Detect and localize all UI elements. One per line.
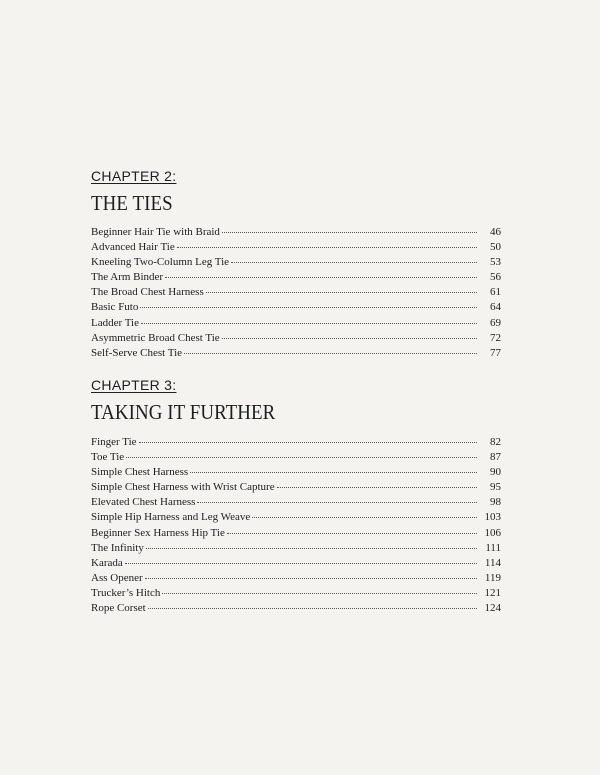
entry-page-number: 103 <box>484 511 501 524</box>
toc-entry[interactable] <box>91 346 501 361</box>
entry-title: Trucker’s Hitch <box>91 586 161 599</box>
chapter-title: THE TIES <box>91 191 173 215</box>
entry-page-number: 50 <box>490 241 501 254</box>
dot-leader <box>184 352 477 354</box>
entry-title: Asymmetric Broad Chest Tie <box>91 331 220 344</box>
entry-page-number: 90 <box>490 466 501 479</box>
toc-entry[interactable] <box>91 300 501 315</box>
entry-title: Elevated Chest Harness <box>91 496 196 509</box>
dot-leader <box>227 532 477 534</box>
dot-leader <box>206 291 477 293</box>
dot-leader <box>125 562 477 564</box>
toc-entry[interactable] <box>91 541 501 556</box>
toc-entry[interactable] <box>91 270 501 285</box>
entry-title: Basic Futo <box>91 301 139 314</box>
entry-page-number: 124 <box>484 602 501 615</box>
toc-entry[interactable] <box>91 240 501 255</box>
toc-entry[interactable] <box>91 526 501 541</box>
dot-leader <box>126 456 477 458</box>
entry-page-number: 77 <box>490 346 501 359</box>
toc-entry[interactable] <box>91 556 501 571</box>
entry-page-number: 114 <box>484 556 501 569</box>
entry-title: Karada <box>91 556 123 569</box>
toc-entry[interactable] <box>91 601 501 616</box>
toc-entry[interactable] <box>91 571 501 586</box>
entry-title: Finger Tie <box>91 436 137 448</box>
toc-entry[interactable] <box>91 586 501 601</box>
chapter-label: CHAPTER 3: <box>91 377 177 393</box>
entry-title: The Infinity <box>91 541 144 554</box>
entry-page-number: 72 <box>490 331 501 344</box>
toc-entry[interactable] <box>91 331 501 346</box>
dot-leader <box>165 276 477 278</box>
entry-page-number: 82 <box>490 436 501 448</box>
entry-page-number: 53 <box>490 256 501 269</box>
entry-page-number: 64 <box>490 301 501 314</box>
entry-title: Simple Hip Harness and Leg Weave <box>91 511 251 524</box>
dot-leader <box>190 471 477 473</box>
entry-title: Rope Corset <box>91 602 146 615</box>
toc-entry-list <box>91 435 501 616</box>
entry-page-number: 98 <box>490 496 501 509</box>
dot-leader <box>145 577 477 579</box>
entry-page-number: 95 <box>490 481 501 494</box>
toc-entry[interactable] <box>91 510 501 525</box>
toc-entry-list <box>91 225 501 361</box>
entry-page-number: 111 <box>485 541 501 554</box>
toc-entry[interactable] <box>91 225 501 240</box>
dot-leader <box>162 592 477 594</box>
chapter-2-section <box>91 167 501 361</box>
entry-title: The Arm Binder <box>91 271 164 284</box>
dot-leader <box>197 501 477 503</box>
entry-page-number: 46 <box>490 226 501 238</box>
entry-page-number: 87 <box>490 451 501 464</box>
chapter-title: TAKING IT FURTHER <box>91 400 276 424</box>
entry-title: Simple Chest Harness with Wrist Capture <box>91 481 275 494</box>
entry-page-number: 69 <box>490 316 501 329</box>
dot-leader <box>139 441 477 443</box>
toc-entry[interactable] <box>91 435 501 450</box>
entry-title: Beginner Sex Harness Hip Tie <box>91 526 225 539</box>
toc-entry[interactable] <box>91 285 501 300</box>
dot-leader <box>222 337 477 339</box>
entry-page-number: 121 <box>484 586 501 599</box>
entry-title: The Broad Chest Harness <box>91 286 204 299</box>
entry-page-number: 106 <box>484 526 501 539</box>
toc-entry[interactable] <box>91 465 501 480</box>
dot-leader <box>148 607 477 609</box>
entry-title: Toe Tie <box>91 451 125 464</box>
dot-leader <box>231 261 477 263</box>
entry-title: Simple Chest Harness <box>91 466 189 479</box>
entry-page-number: 56 <box>490 271 501 284</box>
entry-title: Kneeling Two-Column Leg Tie <box>91 256 230 269</box>
chapter-3-section <box>91 376 501 616</box>
entry-title: Ladder Tie <box>91 316 139 329</box>
dot-leader <box>177 246 477 248</box>
dot-leader <box>277 486 477 488</box>
toc-entry[interactable] <box>91 450 501 465</box>
dot-leader <box>222 231 477 233</box>
entry-page-number: 119 <box>484 571 501 584</box>
entry-title: Ass Opener <box>91 571 143 584</box>
entry-title: Advanced Hair Tie <box>91 241 175 254</box>
entry-page-number: 61 <box>490 286 501 299</box>
chapter-label: CHAPTER 2: <box>91 168 177 184</box>
toc-entry[interactable] <box>91 480 501 495</box>
dot-leader <box>140 306 477 308</box>
toc-entry[interactable] <box>91 316 501 331</box>
toc-entry[interactable] <box>91 495 501 510</box>
entry-title: Beginner Hair Tie with Braid <box>91 226 220 238</box>
dot-leader <box>141 322 477 324</box>
toc-entry[interactable] <box>91 255 501 270</box>
dot-leader <box>252 516 477 518</box>
entry-title: Self-Serve Chest Tie <box>91 346 183 359</box>
dot-leader <box>146 547 477 549</box>
